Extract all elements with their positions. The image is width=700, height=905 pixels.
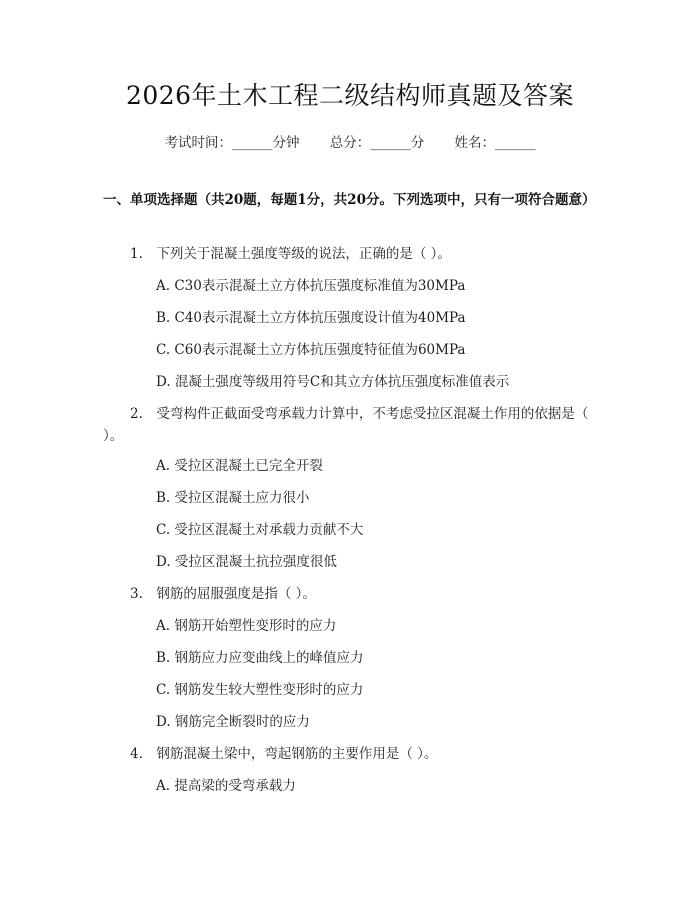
question-2-option-c: C. 受拉区混凝土对承载力贡献不大 [156, 522, 364, 538]
question-1-option-c: C. C60表示混凝土立方体抗压强度特征值为60MPa [156, 342, 466, 358]
question-2-stem: 2. 受弯构件正截面受弯承载力计算中，不考虑受拉区混凝土作用的依据是（ ）。 [103, 406, 589, 444]
question-1-option-b: B. C40表示混凝土立方体抗压强度设计值为40MPa [156, 310, 466, 326]
section-heading: 一、单项选择题（共20题，每题1分，共20分。下列选项中，只有一项符合题意） [103, 192, 596, 208]
question-4-stem: 4. 钢筋混凝土梁中，弯起钢筋的主要作用是（ ）。 [130, 746, 438, 762]
question-2-option-d: D. 受拉区混凝土抗拉强度很低 [156, 554, 337, 570]
question-1-stem: 1. 下列关于混凝土强度等级的说法，正确的是（ ）。 [130, 246, 451, 262]
question-3-option-b: B. 钢筋应力应变曲线上的峰值应力 [156, 650, 364, 666]
question-3-option-a: A. 钢筋开始塑性变形时的应力 [156, 618, 337, 634]
question-4-option-a: A. 提高梁的受弯承载力 [156, 778, 296, 794]
name-field: 姓名：______ [454, 135, 536, 151]
question-1-option-d: D. 混凝土强度等级用符号C和其立方体抗压强度标准值表示 [156, 374, 510, 390]
question-1-option-a: A. C30表示混凝土立方体抗压强度标准值为30MPa [156, 278, 466, 294]
exam-info-line [0, 131, 700, 151]
question-2-option-b: B. 受拉区混凝土应力很小 [156, 490, 310, 506]
document-title: 2026年土木工程二级结构师真题及答案 [125, 81, 575, 110]
total-score-field: 总分：______分 [329, 135, 425, 151]
exam-time-field: 考试时间：______分钟 [164, 135, 300, 151]
question-3-stem: 3. 钢筋的屈服强度是指（ ）。 [130, 586, 316, 602]
question-3-option-d: D. 钢筋完全断裂时的应力 [156, 714, 310, 730]
question-3-option-c: C. 钢筋发生较大塑性变形时的应力 [156, 682, 364, 698]
question-2-option-a: A. 受拉区混凝土已完全开裂 [156, 458, 323, 474]
